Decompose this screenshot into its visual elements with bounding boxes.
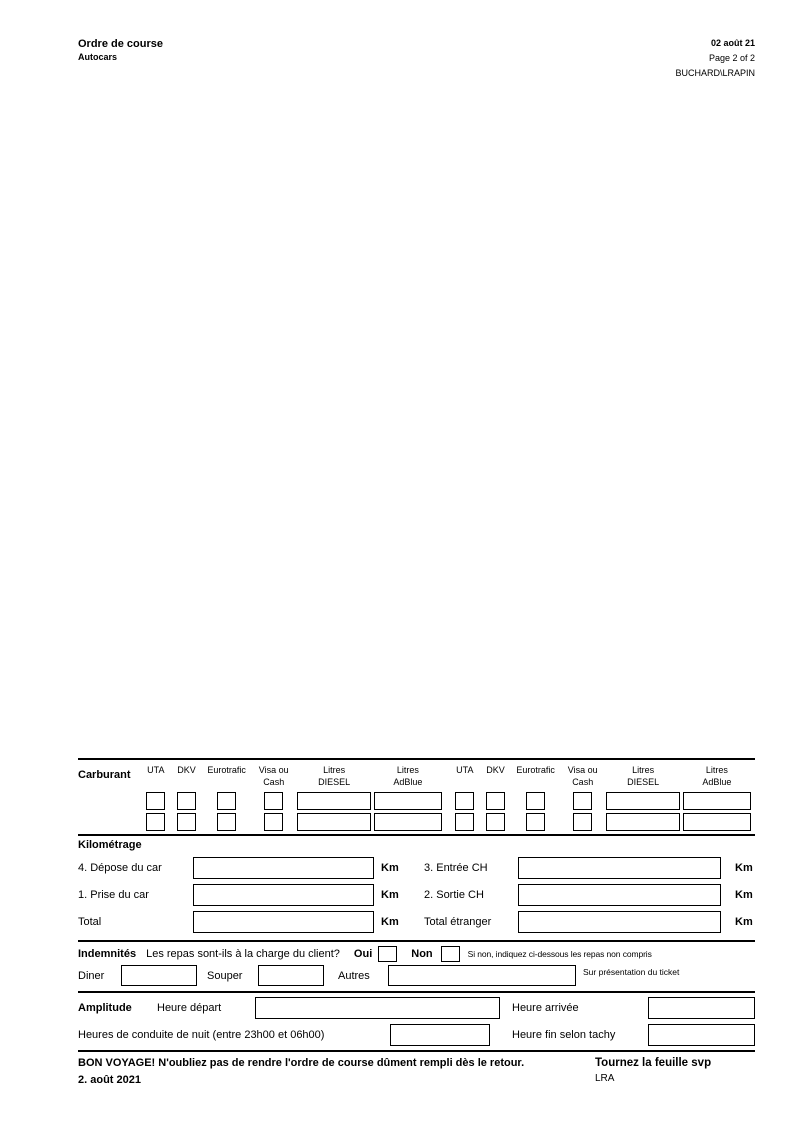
section-kilometrage [78, 836, 755, 942]
non-label: Non [411, 948, 433, 960]
litres-diesel-input-row2-1[interactable] [297, 813, 370, 831]
table-row [78, 857, 755, 879]
indemnites-meals-row [78, 965, 755, 986]
souper-input[interactable] [258, 965, 324, 986]
fuel-col-dkv-1 [173, 764, 201, 831]
visa-cash-checkbox-row1-2[interactable] [573, 792, 592, 810]
header-date: 02 août 21 [710, 38, 755, 48]
conduite-nuit-label: Heures de conduite de nuit (entre 23h00 et 06h00) [78, 1029, 325, 1041]
footer [78, 1052, 755, 1086]
diner-label: Diner [78, 969, 105, 982]
heure-depart-input[interactable] [255, 997, 500, 1019]
oui-label: Oui [353, 948, 373, 960]
section-indemnites [78, 942, 755, 993]
uta-checkbox-row2-2[interactable] [455, 813, 474, 831]
litres-diesel-header: Litres DIESEL [627, 765, 660, 787]
footer-right [595, 1057, 755, 1086]
dkv-checkbox-row2-2[interactable] [486, 813, 505, 831]
indemnites-section-label: Indemnités [78, 948, 137, 960]
autres-label: Autres [338, 969, 370, 982]
total-etranger-label: Total étranger [424, 916, 492, 928]
km-unit-label: Km [381, 889, 399, 901]
dkv-checkbox-row1-2[interactable] [486, 792, 505, 810]
litres-diesel-header: Litres DIESEL [318, 765, 351, 787]
page-number: Page 2 of 2 [708, 53, 755, 63]
fuel-group-1 [142, 764, 442, 831]
heure-arrivee-input[interactable] [648, 997, 755, 1019]
conduite-nuit-input[interactable] [390, 1024, 490, 1046]
amplitude-section-label: Amplitude [78, 1002, 132, 1014]
heure-fin-tachy-input[interactable] [648, 1024, 755, 1046]
visa-cash-header: Visa ou Cash [258, 765, 289, 787]
litres-adblue-input-row1-1[interactable] [374, 792, 442, 810]
fuel-col-litres-diesel-1 [297, 764, 370, 831]
souper-label: Souper [207, 969, 243, 982]
tournez-feuille-note: Tournez la feuille svp [595, 1057, 712, 1069]
visa-cash-header: Visa ou Cash [567, 765, 598, 787]
eurotrafic-header: Eurotrafic [516, 765, 555, 775]
fuel-col-visa-cash-2 [562, 764, 604, 831]
eurotrafic-checkbox-row1-1[interactable] [217, 792, 236, 810]
eurotrafic-checkbox-row2-2[interactable] [526, 813, 545, 831]
form-body [78, 758, 755, 1086]
km-unit-label: Km [381, 916, 399, 928]
uta-checkbox-row1-1[interactable] [146, 792, 165, 810]
eurotrafic-header: Eurotrafic [207, 765, 246, 775]
eurotrafic-checkbox-row2-1[interactable] [217, 813, 236, 831]
dkv-header: DKV [177, 765, 196, 775]
fuel-col-dkv-2 [482, 764, 510, 831]
fuel-col-visa-cash-1 [253, 764, 295, 831]
sortie-ch-label: 2. Sortie CH [424, 889, 484, 901]
litres-diesel-input-row1-2[interactable] [606, 792, 679, 810]
visa-cash-checkbox-row1-1[interactable] [264, 792, 283, 810]
visa-cash-checkbox-row2-1[interactable] [264, 813, 283, 831]
litres-adblue-input-row2-1[interactable] [374, 813, 442, 831]
table-row [78, 911, 755, 933]
si-non-note: Si non, indiquez ci-dessous les repas non compris [467, 949, 652, 959]
entree-ch-label: 3. Entrée CH [424, 862, 488, 874]
heure-depart-label: Heure départ [157, 1002, 222, 1014]
amplitude-row-1 [78, 997, 755, 1019]
entree-ch-input[interactable] [518, 857, 721, 879]
footer-initials: LRA [595, 1073, 615, 1084]
dkv-header: DKV [486, 765, 505, 775]
fuel-col-uta-1 [142, 764, 170, 831]
oui-checkbox[interactable] [378, 946, 397, 962]
litres-adblue-input-row2-2[interactable] [683, 813, 751, 831]
fuel-col-eurotrafic-1 [203, 764, 250, 831]
km-unit-label: Km [381, 862, 399, 874]
uta-checkbox-row1-2[interactable] [455, 792, 474, 810]
eurotrafic-checkbox-row1-2[interactable] [526, 792, 545, 810]
total-etranger-input[interactable] [518, 911, 721, 933]
indemnites-question-row [78, 946, 755, 962]
fuel-group-2 [451, 764, 751, 831]
prise-du-car-label: 1. Prise du car [78, 889, 149, 901]
fuel-col-litres-diesel-2 [606, 764, 679, 831]
km-unit-label: Km [735, 862, 753, 874]
total-label: Total [78, 916, 102, 928]
fuel-col-eurotrafic-2 [512, 764, 559, 831]
fuel-col-uta-2 [451, 764, 479, 831]
header-right [675, 36, 755, 81]
prise-du-car-input[interactable] [193, 884, 374, 906]
sortie-ch-input[interactable] [518, 884, 721, 906]
heure-fin-tachy-label: Heure fin selon tachy [512, 1029, 616, 1041]
dkv-checkbox-row1-1[interactable] [177, 792, 196, 810]
litres-adblue-header: Litres AdBlue [393, 765, 423, 787]
header-reference: BUCHARD\LRAPIN [675, 68, 755, 78]
litres-adblue-input-row1-2[interactable] [683, 792, 751, 810]
fuel-col-litres-adblue-1 [374, 764, 442, 831]
litres-diesel-input-row2-2[interactable] [606, 813, 679, 831]
section-carburant [78, 758, 755, 836]
total-km-input[interactable] [193, 911, 374, 933]
footer-date: 2. août 2021 [78, 1074, 141, 1086]
kilometrage-section-label: Kilométrage [78, 839, 142, 851]
litres-diesel-input-row1-1[interactable] [297, 792, 370, 810]
section-amplitude [78, 993, 755, 1052]
litres-adblue-header: Litres AdBlue [702, 765, 732, 787]
heure-arrivee-label: Heure arrivée [512, 1002, 579, 1014]
non-checkbox[interactable] [441, 946, 460, 962]
table-row [78, 884, 755, 906]
km-unit-label: Km [735, 889, 753, 901]
carburant-section-label: Carburant [78, 769, 131, 781]
repas-question-label: Les repas sont-ils à la charge du client? [146, 948, 340, 960]
footer-left [78, 1057, 595, 1086]
page-title: Ordre de course [78, 38, 163, 50]
uta-header: UTA [456, 765, 474, 775]
dkv-checkbox-row2-1[interactable] [177, 813, 196, 831]
km-unit-label: Km [735, 916, 753, 928]
amplitude-row-2 [78, 1024, 755, 1046]
page-subtitle: Autocars [78, 52, 118, 62]
visa-cash-checkbox-row2-2[interactable] [573, 813, 592, 831]
fuel-col-litres-adblue-2 [683, 764, 751, 831]
depose-du-car-input[interactable] [193, 857, 374, 879]
autres-input[interactable] [388, 965, 576, 986]
ticket-note: Sur présentation du ticket [583, 967, 680, 977]
uta-header: UTA [147, 765, 165, 775]
depose-du-car-label: 4. Dépose du car [78, 862, 162, 874]
header-left [78, 38, 163, 64]
bon-voyage-message: BON VOYAGE! N'oubliez pas de rendre l'ordre de course dûment rempli dès le retour. [78, 1057, 525, 1069]
diner-input[interactable] [121, 965, 197, 986]
uta-checkbox-row2-1[interactable] [146, 813, 165, 831]
